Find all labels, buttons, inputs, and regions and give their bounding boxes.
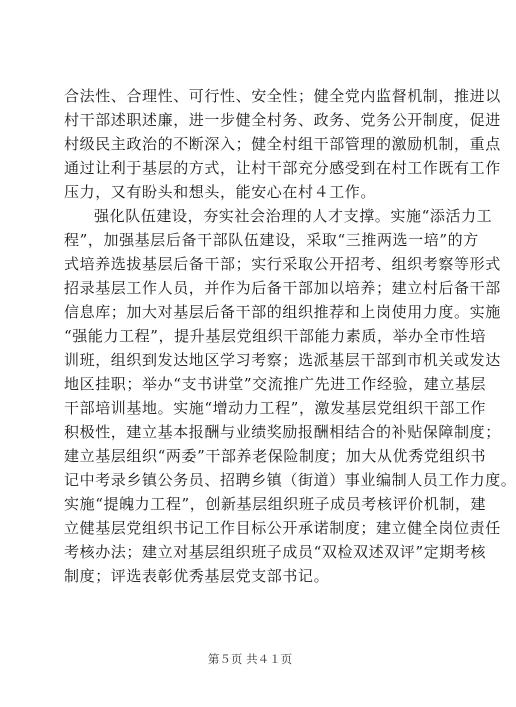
text-line: 信息库；加大对基层后备干部的组织推荐和上岗使用力度。实施 (64, 303, 501, 321)
text-line: 式培养选拔基层后备干部；实行采取公开招考、组织考察等形式 (64, 255, 501, 273)
paragraph-first-line: 强化队伍建设，夯实社会治理的人才支撑。实施“添活力工 (94, 207, 493, 225)
text-line: 记中考录乡镇公务员、招聘乡镇（街道）事业编制人员工作力度。 (64, 471, 516, 489)
text-line: 招录基层工作人员，并作为后备干部加以培养；建立村后备干部 (64, 279, 501, 297)
text-line: 积极性，建立基本报酬与业绩奖励报酬相结合的补贴保障制度； (64, 423, 501, 441)
text-line: 程”，加强基层后备干部队伍建设，采取“三推两选一培”的方 (64, 231, 479, 249)
text-line: 训班，组织到发达地区学习考察；选派基层干部到市机关或发达 (64, 351, 501, 369)
text-line: 通过让利于基层的方式，让村干部充分感受到在村工作既有工作 (64, 159, 501, 177)
text-line: 地区挂职；举办“支书讲堂”交流推广先进工作经验，建立基层 (64, 375, 487, 393)
text-line: 合法性、合理性、可行性、安全性；健全党内监督机制，推进以 (64, 87, 501, 105)
page-number-footer: 第５页 共４１页 (207, 652, 293, 666)
text-line: 村级民主政治的不断深入；健全村组干部管理的激励机制，重点 (64, 135, 501, 153)
text-line: “强能力工程”，提升基层党组织干部能力素质，举办全市性培 (64, 327, 487, 345)
text-line: 压力，又有盼头和想头，能安心在村４工作。 (64, 183, 377, 201)
text-line: 立健基层党组织书记工作目标公开承诺制度；建立健全岗位责任 (64, 519, 501, 537)
text-line: 干部培训基地。实施“增动力工程”，激发基层党组织干部工作 (64, 399, 487, 417)
body-text (64, 84, 516, 588)
text-line: 村干部述职述廉，进一步健全村务、政务、党务公开制度，促进 (64, 111, 501, 129)
text-line: 建立基层组织“两委”干部养老保险制度；加大从优秀党组织书 (64, 447, 487, 465)
text-line: 实施“提魄力工程”，创新基层组织班子成员考核评价机制，建 (64, 495, 487, 513)
text-line: 考核办法；建立对基层组织班子成员“双检双述双评”定期考核 (64, 543, 487, 561)
text-line: 制度；评选表彰优秀基层党支部书记。 (64, 567, 330, 585)
